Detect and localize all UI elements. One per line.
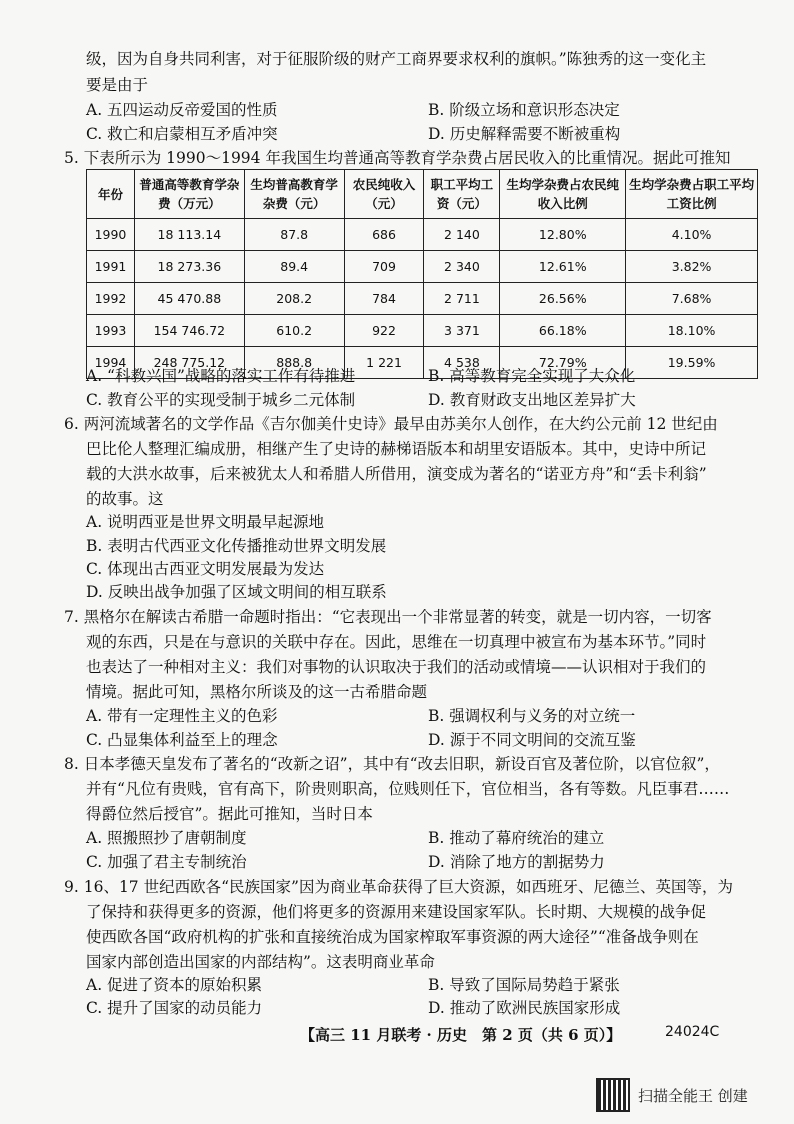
q7-stem-line3: 也表达了一种相对主义：我们对事物的认识取决于我们的活动或情境——认识相对于我们的 [86,658,707,676]
table-cell: 26.56% [500,283,626,315]
q8-stem-line3: 得爵位然后授官”。据此可推知，当时日本 [86,805,373,823]
table-cell: 1992 [87,283,135,315]
q8-option-c: C. 加强了君主专制统治 [86,853,247,871]
table-cell: 3.82% [626,251,758,283]
q5-option-a: A. “科教兴国”战略的落实工作有待推进 [86,367,356,385]
q7-option-d: D. 源于不同文明间的交流互鉴 [428,731,636,749]
table-cell: 89.4 [244,251,344,283]
table-cell: 72.79% [500,347,626,379]
q6-option-b: B. 表明古代西亚文化传播推动世界文明发展 [86,537,387,555]
header-tuition-total: 普通高等教育学杂费（万元） [134,170,244,219]
table-cell: 154 746.72 [134,315,244,347]
footer-page-info: 【高三 11 月联考 · 历史 第 2 页（共 6 页）】 [300,1026,622,1044]
header-farmer-income: 农民纯收入（元） [344,170,424,219]
watermark-text: 扫描全能王 创建 [638,1087,748,1105]
q7-stem-line2: 观的东西，只是在与意识的关联中存在。因此，思维在一切真理中被宣布为基本环节。”同时 [86,633,707,651]
q8-stem-line2: 并有“凡位有贵贱，官有高下，阶贵则职高，位贱则任下，官位相当，各有等数。凡臣事君…… [86,780,730,798]
table-cell: 12.61% [500,251,626,283]
header-ratio-worker: 生均学杂费占职工平均工资比例 [626,170,758,219]
q4-option-d: D. 历史解释需要不断被重构 [428,125,621,143]
table-cell: 18 273.36 [134,251,244,283]
q7-stem-line4: 情境。据此可知，黑格尔所谈及的这一古希腊命题 [86,683,428,701]
q9-option-c: C. 提升了国家的动员能力 [86,999,263,1017]
q4-option-b: B. 阶级立场和意识形态决定 [428,101,620,119]
q4-option-c: C. 救亡和启蒙相互矛盾冲突 [86,125,278,143]
q5-option-b: B. 高等教育完全实现了大众化 [428,367,636,385]
table-cell: 1990 [87,219,135,251]
table-cell: 686 [344,219,424,251]
q6-stem-line1: 6. 两河流域著名的文学作品《吉尔伽美什史诗》最早由苏美尔人创作，在大约公元前 12 世纪由 [64,415,718,433]
q4-text-line1: 级，因为自身共同利害，对于征服阶级的财产工商界要求权利的旗帜。”陈独秀的这一变化主 [86,50,707,68]
q6-option-c: C. 体现出古西亚文明发展最为发达 [86,560,325,578]
table-cell: 1 221 [344,347,424,379]
q8-option-b: B. 推动了幕府统治的建立 [428,829,605,847]
header-tuition-per-student: 生均普高教育学杂费（元） [244,170,344,219]
table-cell: 2 140 [424,219,500,251]
table-cell: 87.8 [244,219,344,251]
table-cell: 3 371 [424,315,500,347]
table-cell: 18 113.14 [134,219,244,251]
q5-stem: 5. 下表所示为 1990～1994 年我国生均普通高等教育学杂费占居民收入的比重情况。据此可推知 [64,149,731,167]
scanner-watermark [596,1078,786,1114]
q5-option-c: C. 教育公平的实现受制于城乡二元体制 [86,391,356,409]
table-cell: 1994 [87,347,135,379]
q5-option-d: D. 教育财政支出地区差异扩大 [428,391,636,409]
table-row [87,315,758,347]
q9-stem-line3: 使西欧各国“政府机构的扩张和直接统治成为国家榨取军事资源的两大途径”“准备战争则在 [86,928,699,946]
q6-stem-line3: 载的大洪水故事，后来被犹太人和希腊人所借用，演变成为著名的“诺亚方舟”和“丢卡利翁” [86,465,707,483]
header-worker-wage: 职工平均工资（元） [424,170,500,219]
q9-stem-line4: 国家内部创造出国家的内部结构”。这表明商业革命 [86,953,435,971]
table-row [87,251,758,283]
q7-option-c: C. 凸显集体利益至上的理念 [86,731,278,749]
table-cell: 18.10% [626,315,758,347]
table-cell: 19.59% [626,347,758,379]
qr-code-icon [596,1078,630,1112]
q6-stem-line4: 的故事。这 [86,490,164,508]
table-cell: 1991 [87,251,135,283]
table-cell: 7.68% [626,283,758,315]
table-cell: 610.2 [244,315,344,347]
table-cell: 4 538 [424,347,500,379]
q9-stem-line2: 了保持和获得更多的资源，他们将更多的资源用来建设国家军队。长时期、大规模的战争促 [86,903,707,921]
table-cell: 248 775.12 [134,347,244,379]
header-ratio-farmer: 生均学杂费占农民纯收入比例 [500,170,626,219]
table-row [87,283,758,315]
table-cell: 2 711 [424,283,500,315]
q8-option-a: A. 照搬照抄了唐朝制度 [86,829,247,847]
q9-option-b: B. 导致了国际局势趋于紧张 [428,976,620,994]
q7-stem-line1: 7. 黑格尔在解读古希腊一命题时指出：“它表现出一个非常显著的转变，就是一切内容，一切客 [64,608,712,626]
q9-stem-line1: 9. 16、17 世纪西欧各“民族国家”因为商业革命获得了巨大资源，如西班牙、尼德兰、英国等，为 [64,878,733,896]
table-cell: 784 [344,283,424,315]
q6-option-a: A. 说明西亚是世界文明最早起源地 [86,513,325,531]
q9-option-d: D. 推动了欧洲民族国家形成 [428,999,621,1017]
q5-table [86,169,758,379]
table-cell: 709 [344,251,424,283]
table-cell: 66.18% [500,315,626,347]
table-cell: 2 340 [424,251,500,283]
q6-stem-line2: 巴比伦人整理汇编成册，相继产生了史诗的赫梯语版本和胡里安语版本。其中，史诗中所记 [86,440,707,458]
q4-text-line2: 要是由于 [86,76,149,94]
table-cell: 4.10% [626,219,758,251]
table-header-row [87,170,758,219]
header-year: 年份 [87,170,135,219]
q8-stem-line1: 8. 日本孝德天皇发布了著名的“改新之诏”，其中有“改去旧职，新设百官及著位阶，以官位叙”， [64,755,720,773]
table-cell: 922 [344,315,424,347]
footer-code: 24024C [665,1024,720,1040]
q4-option-a: A. 五四运动反帝爱国的性质 [86,101,278,119]
q7-option-b: B. 强调权利与义务的对立统一 [428,707,636,725]
q7-option-a: A. 带有一定理性主义的色彩 [86,707,278,725]
table-cell: 208.2 [244,283,344,315]
table-cell: 1993 [87,315,135,347]
q8-option-d: D. 消除了地方的割据势力 [428,853,605,871]
table-row [87,219,758,251]
table-cell: 45 470.88 [134,283,244,315]
q9-option-a: A. 促进了资本的原始积累 [86,976,263,994]
table-cell: 888.8 [244,347,344,379]
table-cell: 12.80% [500,219,626,251]
q6-option-d: D. 反映出战争加强了区域文明间的相互联系 [86,583,387,601]
